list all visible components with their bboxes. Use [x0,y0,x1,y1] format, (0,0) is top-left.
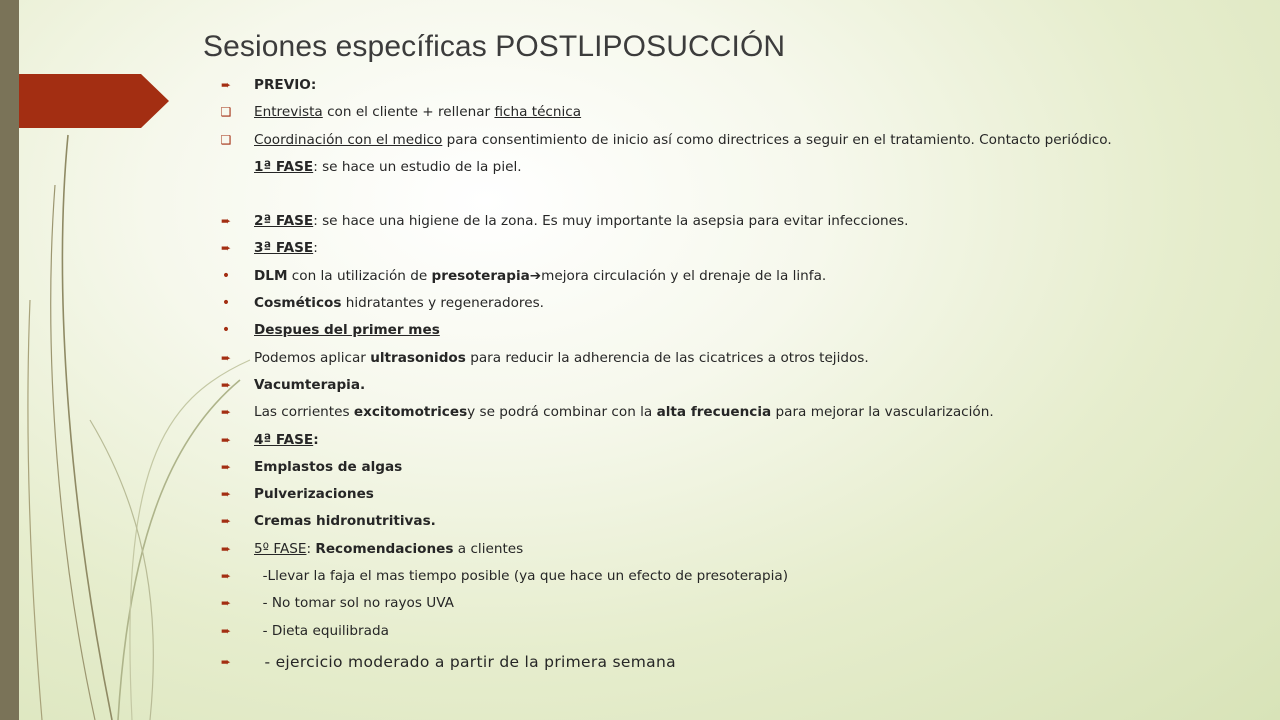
list-item: ➨ 2ª FASE: se hace una higiene de la zona. Es muy importante la asepsia para evitar infecciones. [216,210,1256,237]
arrow-bullet-icon: ➨ [220,569,232,584]
list-item: ➨ Las corrientes excitomotricesy se podrá combinar con la alta frecuencia para mejorar la vascularización. [216,401,1256,428]
arrow-bullet-icon: ➨ [220,623,232,638]
page-title: Sesiones específicas POSTLIPOSUCCIÓN [203,30,786,63]
list-item: ❑ Entrevista con el cliente + rellenar ficha técnica [216,101,1256,128]
list-item: ➨ Cremas hidronutritivas. [216,510,1256,537]
list-item: ➨ 5º FASE: Recomendaciones a clientes [216,538,1256,565]
arrow-bullet-icon: ➨ [220,214,232,229]
list-item: • Despues del primer mes [216,319,1256,346]
list-item: ➨ - Dieta equilibrada [216,620,1256,647]
arrow-bullet-icon: ➨ [220,241,232,256]
list-item: ➨ - No tomar sol no rayos UVA [216,592,1256,619]
dot-bullet-icon: • [221,295,231,312]
dot-bullet-icon: • [221,322,231,339]
bullet-list [216,74,1256,678]
list-item: ➨ Vacumterapia. [216,374,1256,401]
arrow-bullet-icon: ➨ [220,350,232,365]
list-item: ❑ Coordinación con el medico para consentimiento de inicio así como directrices a seguir en el tratamiento. Contacto periódico. [216,129,1256,156]
arrow-bullet-icon: ➨ [220,596,232,611]
list-item: ➨ 3ª FASE: [216,237,1256,264]
list-item: ➨ Pulverizaciones [216,483,1256,510]
arrow-bullet-icon: ➨ [220,432,232,447]
list-item: ➨ - ejercicio moderado a partir de la primera semana [216,651,1256,678]
arrow-bullet-icon: ➨ [220,514,232,529]
arrow-bullet-icon: ➨ [220,377,232,392]
square-bullet-icon: ❑ [220,105,232,120]
right-arrow-icon: ➔ [529,267,542,284]
list-item: ➨ Podemos aplicar ultrasonidos para reducir la adherencia de las cicatrices a otros tejidos. [216,347,1256,374]
list-item: ➨ -Llevar la faja el mas tiempo posible (ya que hace un efecto de presoterapia) [216,565,1256,592]
arrow-bullet-icon: ➨ [220,405,232,420]
list-item: ➨ PREVIO: [216,74,1256,101]
arrow-bullet-icon: ➨ [220,487,232,502]
list-item: • DLM con la utilización de presoterapia➔mejora circulación y el drenaje de la linfa. [216,265,1256,292]
arrow-bullet-icon: ➨ [220,541,232,556]
arrow-bullet-icon: ➨ [220,654,232,669]
left-accent-bar [0,0,19,720]
list-item: ➨ Emplastos de algas [216,456,1256,483]
title-accent-arrow [19,74,169,128]
list-item: 1ª FASE: se hace un estudio de la piel. [254,158,522,175]
list-item: ➨ 4ª FASE: [216,429,1256,456]
dot-bullet-icon: • [221,267,231,284]
arrow-bullet-icon: ➨ [220,459,232,474]
square-bullet-icon: ❑ [220,132,232,147]
list-item: • Cosméticos hidratantes y regeneradores. [216,292,1256,319]
arrow-bullet-icon: ➨ [220,78,232,92]
